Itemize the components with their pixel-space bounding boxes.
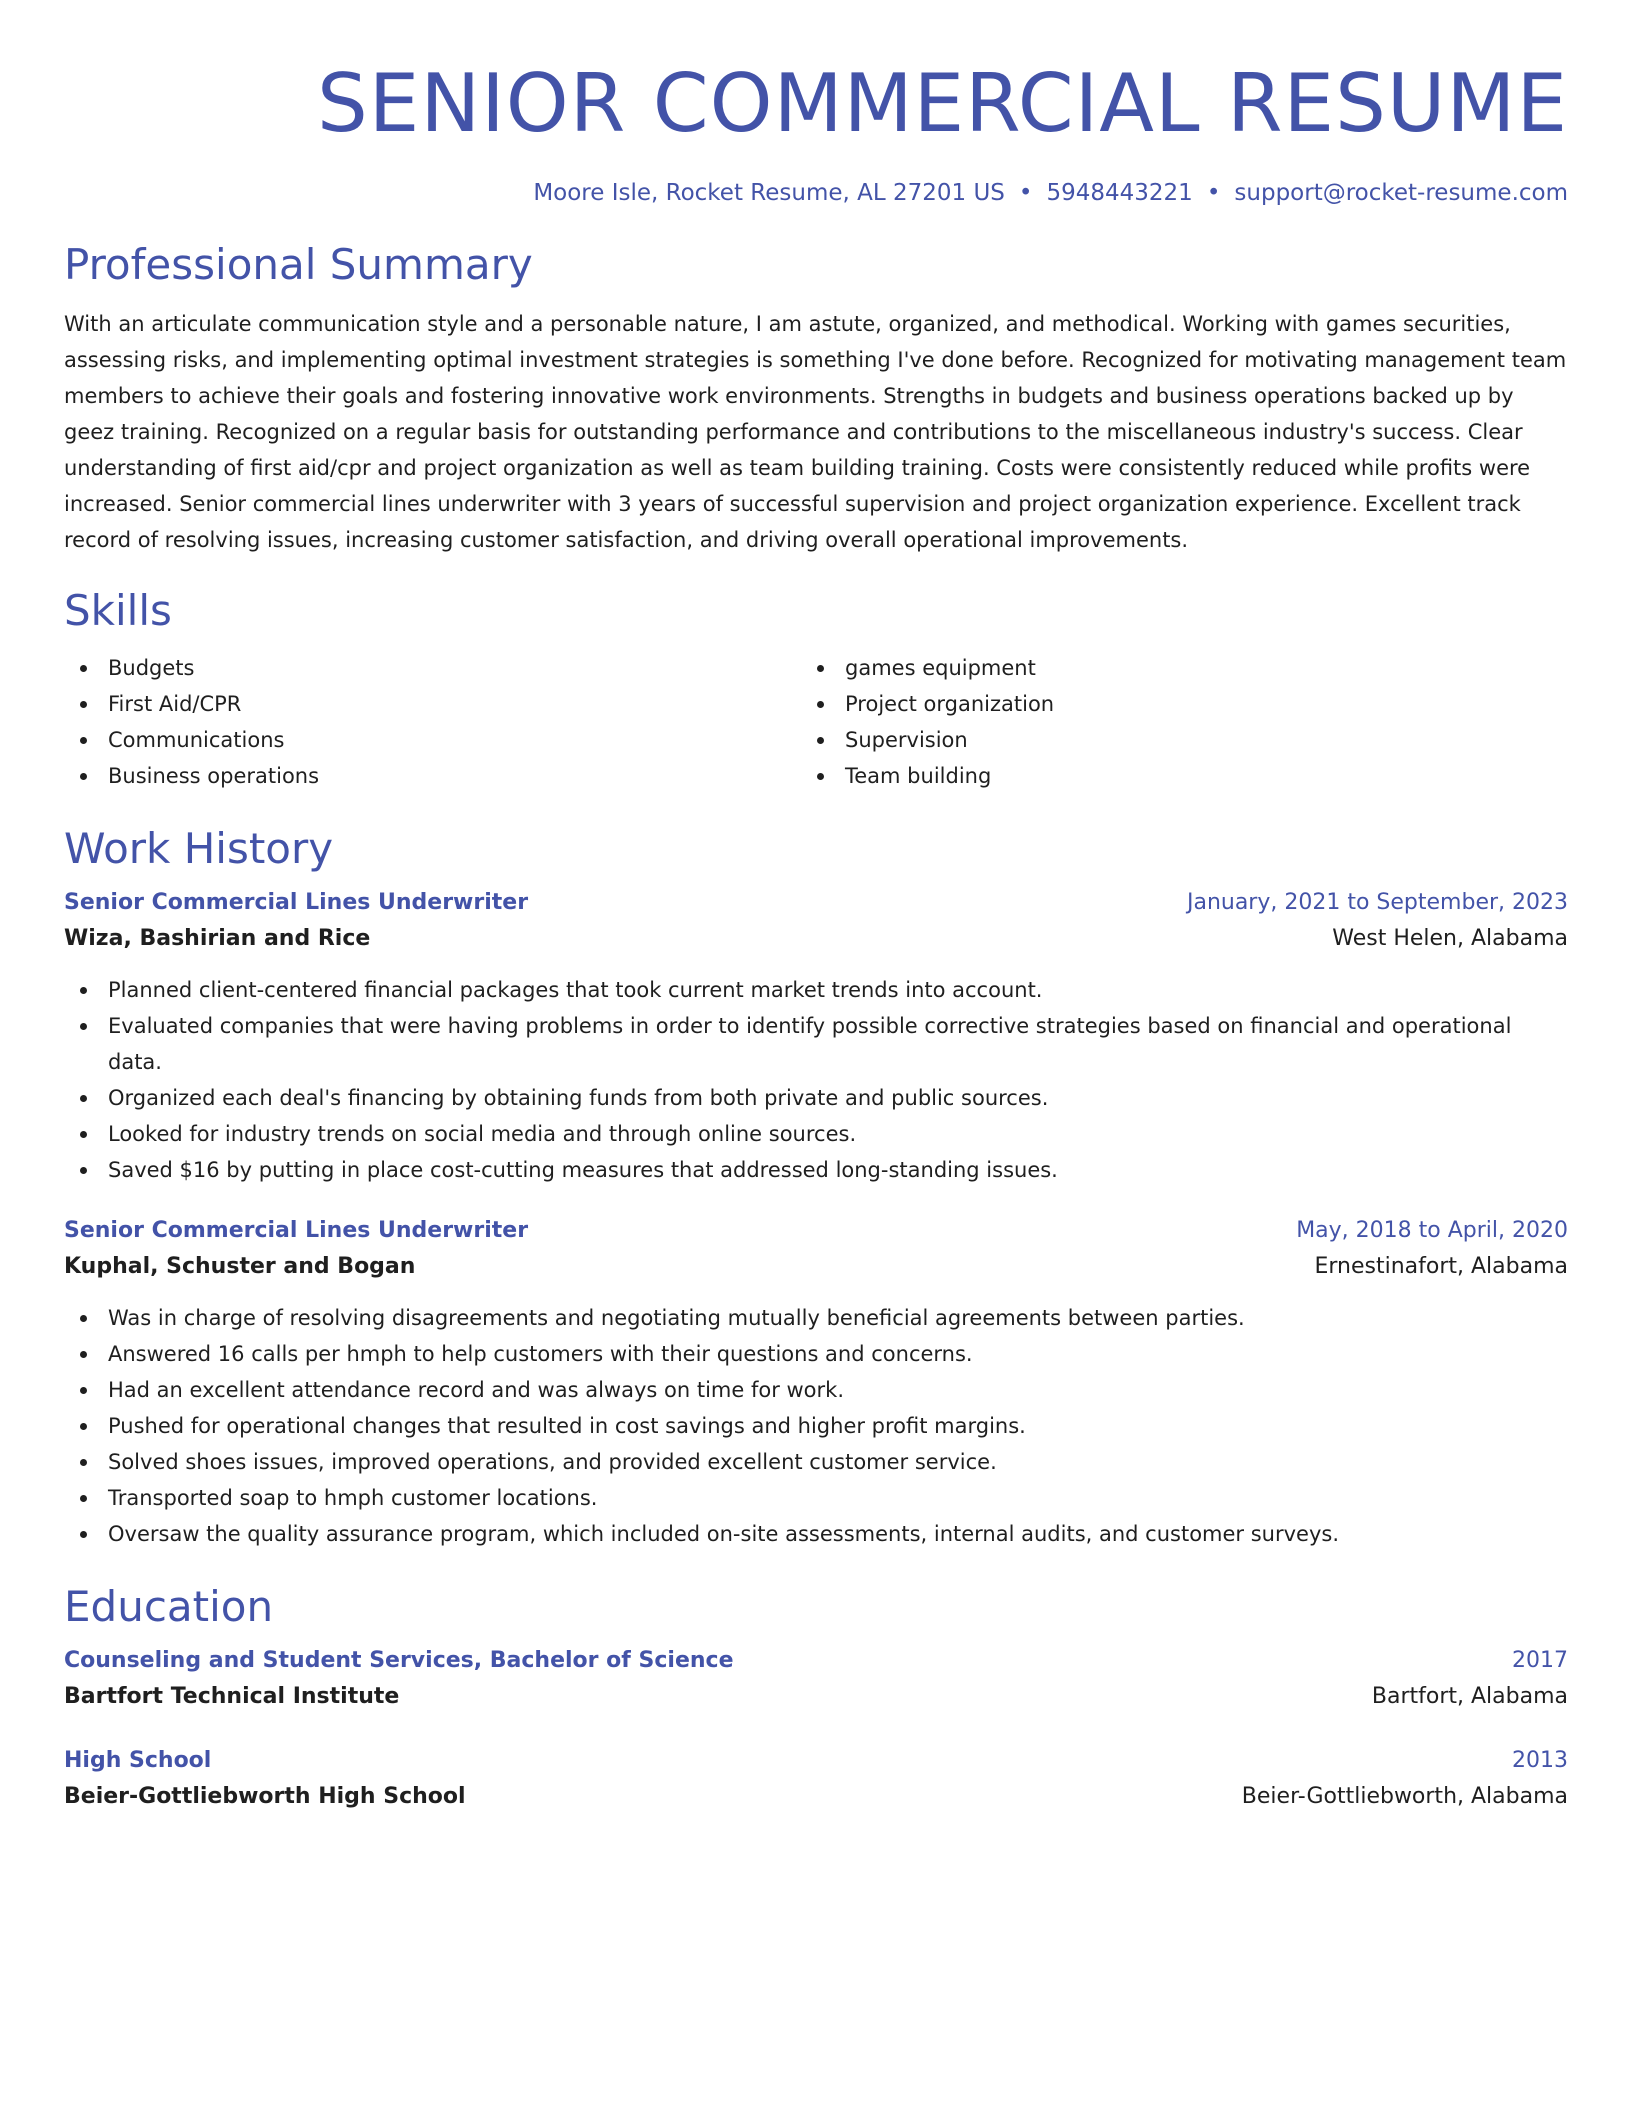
education-section bbox=[64, 1580, 1568, 1816]
skill-item: Project organization bbox=[801, 686, 1568, 722]
summary-heading: Professional Summary bbox=[64, 240, 533, 289]
education-school: Bartfort Technical Institute bbox=[64, 1684, 400, 1709]
skills-list-right bbox=[801, 650, 1568, 794]
work-history-section bbox=[64, 822, 1568, 1552]
contact-phone: 5948443221 bbox=[1046, 180, 1193, 206]
job-bullet: Evaluated companies that were having problems in order to identify possible corrective strategies based on financial and operational data. bbox=[64, 1008, 1568, 1080]
job-bullet: Planned client-centered financial packages that took current market trends into account. bbox=[64, 972, 1568, 1008]
job-title: Senior Commercial Lines Underwriter bbox=[64, 1218, 529, 1243]
job-bullet: Answered 16 calls per hmph to help customers with their questions and concerns. bbox=[64, 1336, 1568, 1372]
job-title-row bbox=[64, 1214, 1568, 1248]
job-dates: January, 2021 to September, 2023 bbox=[1186, 890, 1568, 915]
job-bullets bbox=[64, 972, 1568, 1188]
education-school-row bbox=[64, 1678, 1568, 1716]
education-location: Beier-Gottliebworth, Alabama bbox=[1241, 1784, 1568, 1809]
job-bullet: Organized each deal's financing by obtaining funds from both private and public sources. bbox=[64, 1080, 1568, 1116]
contact-separator: • bbox=[1018, 180, 1033, 206]
education-school-row bbox=[64, 1778, 1568, 1816]
education-year: 2013 bbox=[1512, 1748, 1568, 1773]
education-degree: Counseling and Student Services, Bachelor of Science bbox=[64, 1648, 734, 1673]
job-bullet: Solved shoes issues, improved operations, and provided excellent customer service. bbox=[64, 1444, 1568, 1480]
job-bullet: Transported soap to hmph customer locations. bbox=[64, 1480, 1568, 1516]
contact-address: Moore Isle, Rocket Resume, AL 27201 US bbox=[533, 180, 1005, 206]
skills-heading: Skills bbox=[64, 586, 172, 635]
education-entry bbox=[64, 1744, 1568, 1816]
skill-item: Supervision bbox=[801, 722, 1568, 758]
job-location: Ernestinafort, Alabama bbox=[1314, 1254, 1568, 1279]
job-bullet: Looked for industry trends on social media and through online sources. bbox=[64, 1116, 1568, 1152]
contact-separator: • bbox=[1206, 180, 1221, 206]
education-school: Beier-Gottliebworth High School bbox=[64, 1784, 466, 1809]
education-entry bbox=[64, 1644, 1568, 1716]
skill-item: games equipment bbox=[801, 650, 1568, 686]
skills-grid bbox=[64, 650, 1568, 794]
contact-line bbox=[64, 178, 1568, 208]
job-location: West Helen, Alabama bbox=[1332, 926, 1568, 951]
skill-item: First Aid/CPR bbox=[64, 686, 801, 722]
job-bullets bbox=[64, 1300, 1568, 1552]
education-degree: High School bbox=[64, 1748, 212, 1773]
summary-text: With an articulate communication style and a personable nature, I am astute, organized, and methodical. Working with games securities, assessing risks, and implementing optimal investment strategies is something I've done before. Recognized for motivating management team members to achieve their goals and fostering innovative work environments. Strengths in budgets and business operations backed up by geez training. Recognized on a regular basis for outstanding performance and contributions to the miscellaneous industry's success. Clear understanding of first aid/cpr and project organization as well as team building training. Costs were consistently reduced while profits were increased. Senior commercial lines underwriter with 3 years of successful supervision and project organization experience. Excellent track record of resolving issues, increasing customer satisfaction, and driving overall operational improvements. bbox=[64, 312, 1567, 552]
job-bullet: Was in charge of resolving disagreements and negotiating mutually beneficial agreements between parties. bbox=[64, 1300, 1568, 1336]
skills-list-left bbox=[64, 650, 801, 794]
job-bullet: Oversaw the quality assurance program, which included on-site assessments, internal audits, and customer surveys. bbox=[64, 1516, 1568, 1552]
job-company: Wiza, Bashirian and Rice bbox=[64, 926, 371, 951]
skill-item: Budgets bbox=[64, 650, 801, 686]
education-degree-row bbox=[64, 1644, 1568, 1678]
job-title-row bbox=[64, 886, 1568, 920]
job-bullet: Pushed for operational changes that resulted in cost savings and higher profit margins. bbox=[64, 1408, 1568, 1444]
work-history-heading: Work History bbox=[64, 824, 334, 873]
job-bullet: Saved $16 by putting in place cost-cutting measures that addressed long-standing issues. bbox=[64, 1152, 1568, 1188]
job-entry bbox=[64, 1214, 1568, 1552]
contact-email: support@rocket-resume.com bbox=[1234, 180, 1568, 206]
job-bullet: Had an excellent attendance record and was always on time for work. bbox=[64, 1372, 1568, 1408]
education-degree-row bbox=[64, 1744, 1568, 1778]
resume-name: SENIOR COMMERCIAL RESUME bbox=[317, 57, 1568, 150]
job-company: Kuphal, Schuster and Bogan bbox=[64, 1254, 416, 1279]
skill-item: Business operations bbox=[64, 758, 801, 794]
summary-section bbox=[64, 238, 1568, 558]
skill-item: Team building bbox=[801, 758, 1568, 794]
job-entry bbox=[64, 886, 1568, 1188]
job-dates: May, 2018 to April, 2020 bbox=[1296, 1218, 1568, 1243]
skill-item: Communications bbox=[64, 722, 801, 758]
job-title: Senior Commercial Lines Underwriter bbox=[64, 890, 529, 915]
skills-section bbox=[64, 584, 1568, 794]
job-company-row bbox=[64, 920, 1568, 958]
job-company-row bbox=[64, 1248, 1568, 1286]
resume-header bbox=[64, 54, 1568, 208]
education-heading: Education bbox=[64, 1582, 274, 1631]
education-location: Bartfort, Alabama bbox=[1371, 1684, 1568, 1709]
education-year: 2017 bbox=[1512, 1648, 1568, 1673]
